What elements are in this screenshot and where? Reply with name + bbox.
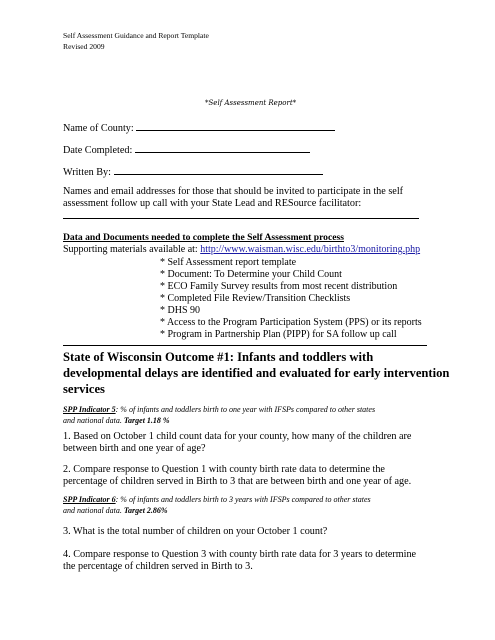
outcome-line-1: State of Wisconsin Outcome #1: Infants and toddlers with — [63, 350, 374, 364]
spp5-label: SPP Indicator 5 — [63, 405, 116, 414]
invite-line-1: Names and email addresses for those that should be invited to participate in the self — [63, 186, 404, 197]
list-item: * Self Assessment report template — [160, 257, 297, 268]
supporting-prefix: Supporting materials available at: — [63, 244, 198, 255]
list-item: * DHS 90 — [160, 305, 201, 316]
spp5-line-1 — [63, 405, 375, 416]
question-1-line-1: 1. Based on October 1 child count data for your county, how many of the children are — [63, 431, 412, 442]
question-4-line-2: the percentage of children served in Birth to 3. — [63, 561, 253, 572]
list-item: * Completed File Review/Transition Checklists — [160, 293, 351, 304]
header-revision: Revised 2009 — [63, 42, 105, 51]
data-heading: Data and Documents needed to complete the Self Assessment process — [63, 232, 344, 243]
invite-answer-line[interactable] — [63, 218, 419, 219]
county-blank[interactable] — [136, 121, 335, 131]
spp5-text: : % of infants and toddlers birth to one year with IFSPs compared to other states — [115, 405, 376, 414]
spp6-line2: and national data. — [63, 506, 122, 515]
spp6-label: SPP Indicator 6 — [63, 495, 116, 504]
county-label: Name of County: — [63, 123, 134, 134]
county-field — [63, 121, 335, 135]
list-item: * Program in Partnership Plan (PIPP) for SA follow up call — [160, 329, 397, 340]
question-4-line-1: 4. Compare response to Question 3 with county birth rate data for 3 years to determine — [63, 549, 417, 560]
spp5-line-2 — [63, 416, 170, 427]
spp6-text: : % of infants and toddlers birth to 3 years with IFSPs compared to other states — [115, 495, 371, 504]
list-item: * ECO Family Survey results from most recent distribution — [160, 281, 398, 292]
written-by-field — [63, 165, 323, 179]
list-item: * Document: To Determine your Child Count — [160, 269, 342, 280]
date-field — [63, 143, 310, 157]
header-title: Self Assessment Guidance and Report Template — [63, 31, 209, 40]
written-by-blank[interactable] — [114, 165, 323, 175]
report-title: *Self Assessment Report* — [205, 99, 297, 107]
date-label: Date Completed: — [63, 145, 133, 156]
question-2-line-2: percentage of children served in Birth to 3 that are between birth and one year of age. — [63, 476, 412, 487]
outcome-line-2: developmental delays are identified and evaluated for early intervention — [63, 366, 450, 380]
question-1-line-2: between birth and one year of age? — [63, 443, 206, 454]
supporting-materials — [63, 244, 420, 256]
supporting-link[interactable]: http://www.waisman.wisc.edu/birthto3/monitoring.php — [200, 244, 421, 255]
written-by-label: Written By: — [63, 167, 111, 178]
spp6-line-2 — [63, 506, 168, 517]
spp5-line2: and national data. — [63, 416, 122, 425]
spp6-line-1 — [63, 495, 371, 506]
section-divider — [63, 345, 427, 346]
spp6-target: Target 2.86% — [123, 506, 168, 515]
spp5-target: Target 1.18 % — [123, 416, 170, 425]
question-2-line-1: 2. Compare response to Question 1 with county birth rate data to determine the — [63, 464, 385, 475]
question-3: 3. What is the total number of children on your October 1 count? — [63, 526, 328, 537]
date-blank[interactable] — [135, 143, 310, 153]
outcome-line-3: services — [63, 382, 105, 396]
list-item: * Access to the Program Participation System (PPS) or its reports — [160, 317, 422, 328]
invite-line-2: assessment follow up call with your State Lead and RESource facilitator: — [63, 198, 362, 209]
